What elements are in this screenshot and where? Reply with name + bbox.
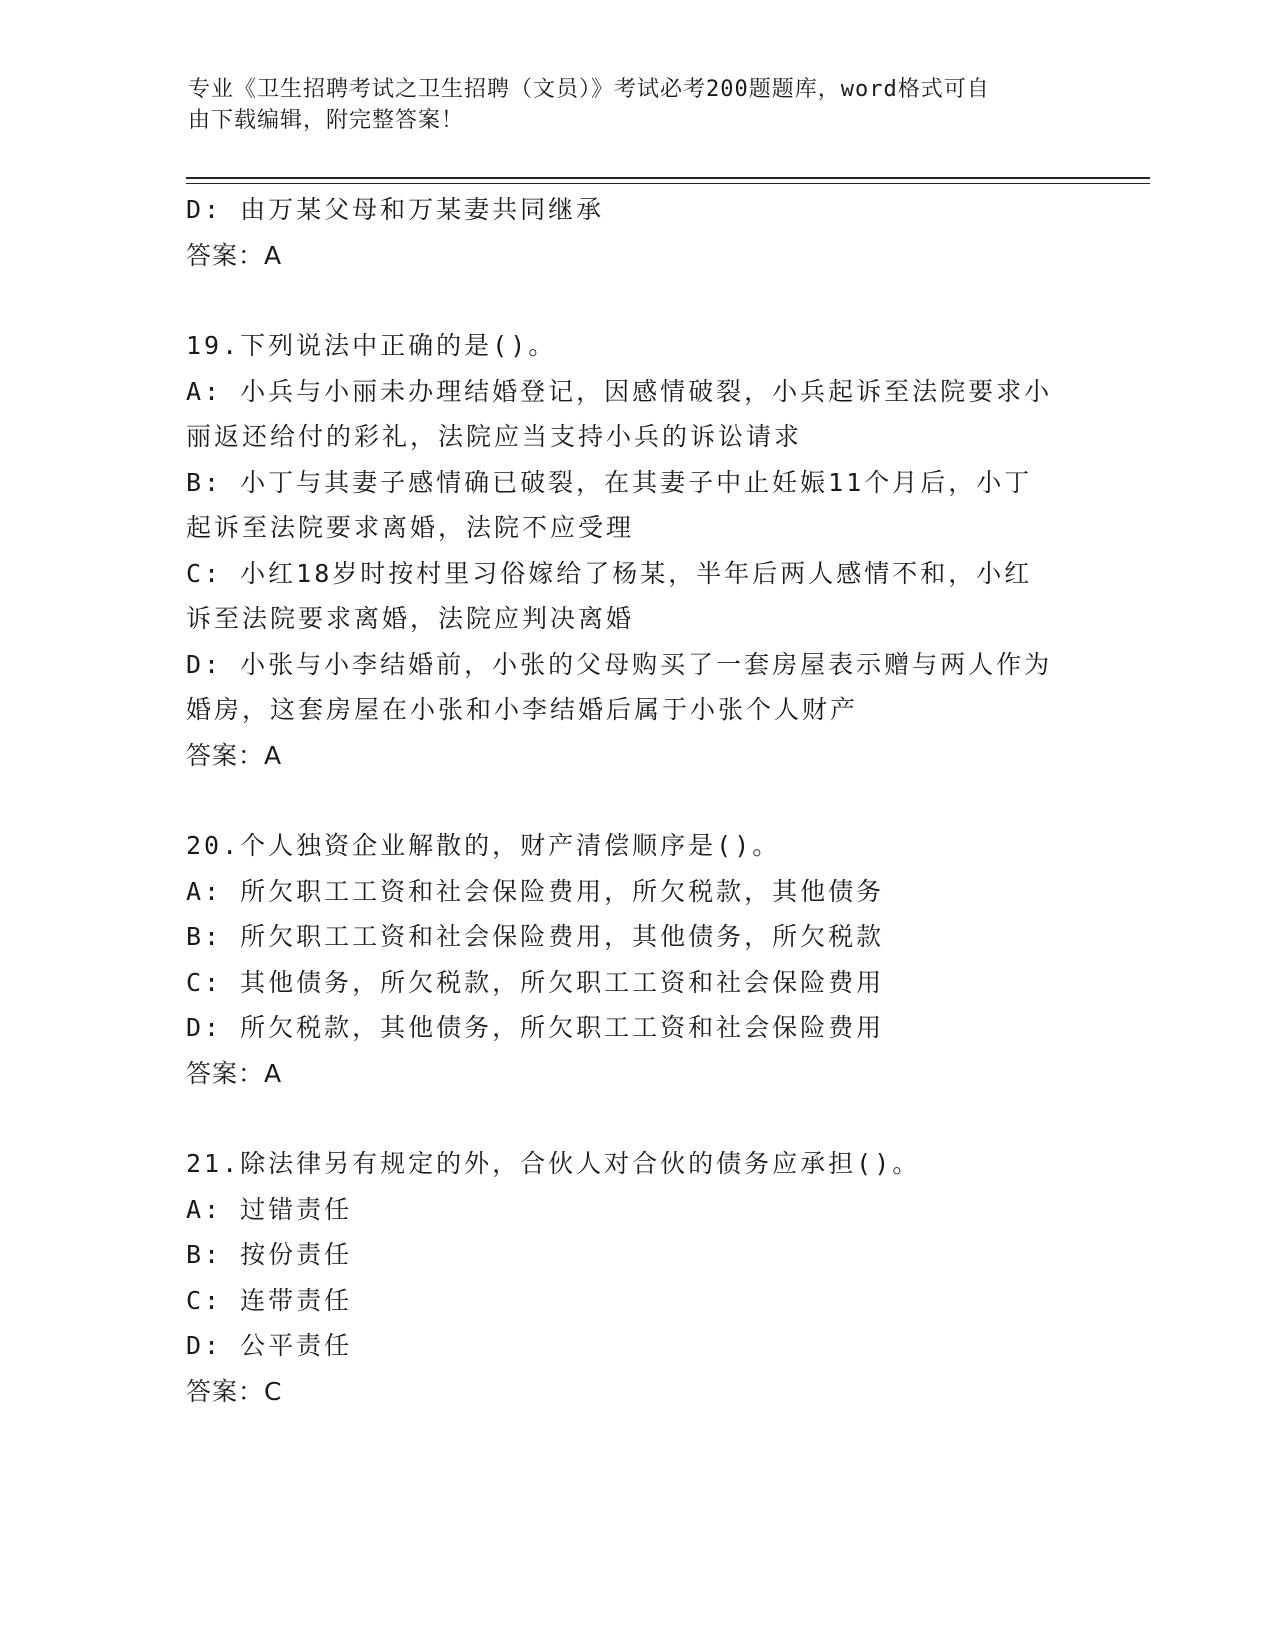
question-block-19 bbox=[186, 323, 1086, 778]
question-block-21 bbox=[186, 1141, 1086, 1414]
header-line-1: 专业《卫生招聘考试之卫生招聘（文员）》考试必考200题题库，word格式可自 bbox=[188, 77, 990, 102]
option-b: B: 按份责任 bbox=[186, 1240, 353, 1269]
option-a: A: 过错责任 bbox=[186, 1194, 353, 1224]
option-c: C: 小红18岁时按村里习俗嫁给了杨某，半年后两人感情不和，小红 bbox=[186, 558, 1033, 588]
answer-line: 答案：A bbox=[186, 240, 283, 270]
option-d: D: 所欠税款，其他债务，所欠职工工资和社会保险费用 bbox=[186, 1013, 885, 1042]
question-stem: 19.下列说法中正确的是()。 bbox=[186, 331, 557, 360]
option-d: D: 小张与小李结婚前，小张的父母购买了一套房屋表示赠与两人作为 bbox=[186, 649, 1053, 679]
answer-line: 答案：A bbox=[186, 1058, 283, 1088]
question-list bbox=[186, 187, 1086, 1414]
option-b: B: 小丁与其妻子感情确已破裂，在其妻子中止妊娠11个月后，小丁 bbox=[186, 467, 1033, 497]
header-divider-thin bbox=[186, 183, 1150, 184]
option-d: D: 由万某父母和万某妻共同继承 bbox=[186, 195, 605, 224]
option-c-continued: 诉至法院要求离婚，法院应判决离婚 bbox=[186, 604, 635, 633]
option-a-continued: 丽返还给付的彩礼，法院应当支持小兵的诉讼请求 bbox=[186, 422, 803, 451]
header-divider-thick bbox=[186, 177, 1150, 179]
spacer bbox=[186, 778, 1086, 823]
answer-line: 答案：C bbox=[186, 1376, 283, 1406]
answer-line: 答案：A bbox=[186, 740, 283, 770]
option-c: C: 其他债务，所欠税款，所欠职工工资和社会保险费用 bbox=[186, 967, 885, 997]
question-block-20 bbox=[186, 823, 1086, 1096]
option-c: C: 连带责任 bbox=[186, 1285, 353, 1315]
spacer bbox=[186, 278, 1086, 323]
option-b: B: 所欠职工工资和社会保险费用，其他债务，所欠税款 bbox=[186, 922, 885, 951]
option-d: D: 公平责任 bbox=[186, 1331, 353, 1360]
header-line-2: 由下载编辑，附完整答案！ bbox=[188, 108, 465, 133]
option-a: A: 所欠职工工资和社会保险费用，所欠税款，其他债务 bbox=[186, 876, 885, 906]
question-stem: 21.除法律另有规定的外，合伙人对合伙的债务应承担()。 bbox=[186, 1149, 921, 1178]
option-b-continued: 起诉至法院要求离婚，法院不应受理 bbox=[186, 513, 635, 542]
option-d-continued: 婚房，这套房屋在小张和小李结婚后属于小张个人财产 bbox=[186, 695, 859, 724]
question-stem: 20.个人独资企业解散的，财产清偿顺序是()。 bbox=[186, 831, 781, 860]
page-header bbox=[188, 74, 1088, 136]
option-a: A: 小兵与小丽未办理结婚登记，因感情破裂，小兵起诉至法院要求小 bbox=[186, 376, 1053, 406]
spacer bbox=[186, 1096, 1086, 1141]
question-block-prev bbox=[186, 187, 1086, 278]
